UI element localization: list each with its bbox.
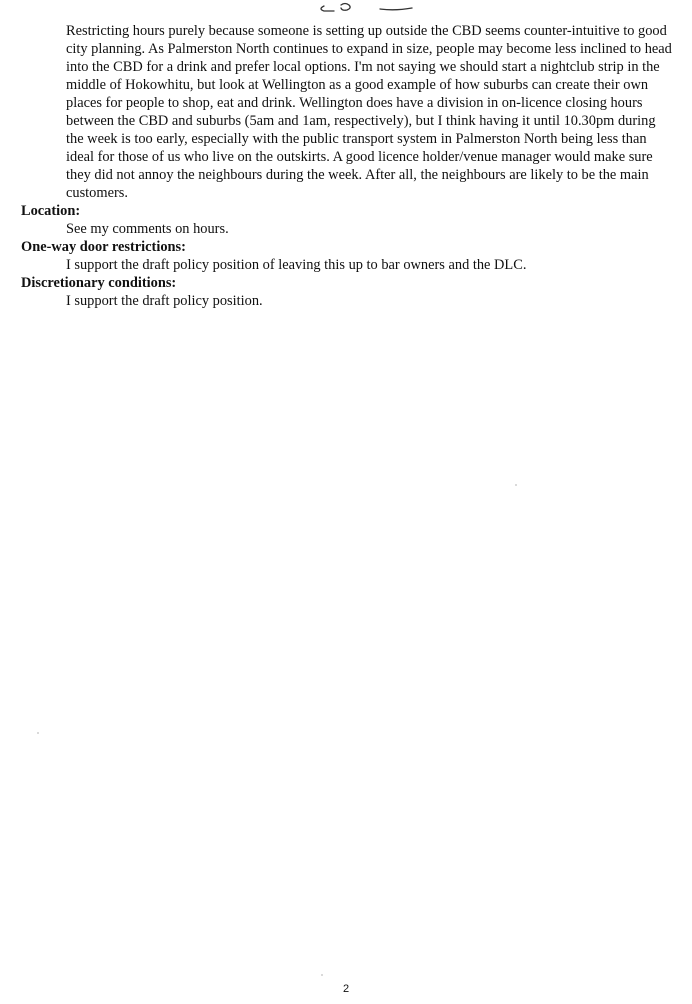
one-way-door-heading: One-way door restrictions: xyxy=(21,239,186,255)
page-number: 2 xyxy=(342,983,350,995)
scan-speck xyxy=(515,484,517,486)
location-heading: Location: xyxy=(21,203,81,219)
submission-text xyxy=(21,22,675,310)
discretionary-conditions-heading: Discretionary conditions: xyxy=(21,275,177,291)
intro-paragraph: Restricting hours purely because someone is setting up outside the CBD seems counter-intuitive to good city planning. As Palmerston North continues to expand in size, people may become less inclined to head into the CBD for a drink and prefer local options. I'm not saying we should start a nightclub strip in the middle of Hokowhitu, but look at Wellington as a good example of how suburbs can create their own places for people to shop, eat and drink. Wellington does have a division in on-licence closing hours between the CBD and suburbs (5am and 1am, respectively), but I think having it until 10.30pm during the week is too early, especially with the public transport system in Palmerston North being less than ideal for those of us who live on the outskirts. A good licence holder/venue manager would make sure they did not annoy the neighbours during the week. After all, the neighbours are likely to be the main customers. xyxy=(66,23,672,201)
scan-speck xyxy=(37,732,39,734)
location-text: See my comments on hours. xyxy=(66,221,229,237)
handwritten-page-mark xyxy=(300,0,420,14)
discretionary-conditions-text: I support the draft policy position. xyxy=(66,293,263,309)
one-way-door-text: I support the draft policy position of leaving this up to bar owners and the DLC. xyxy=(66,257,527,273)
scan-speck xyxy=(321,974,323,976)
